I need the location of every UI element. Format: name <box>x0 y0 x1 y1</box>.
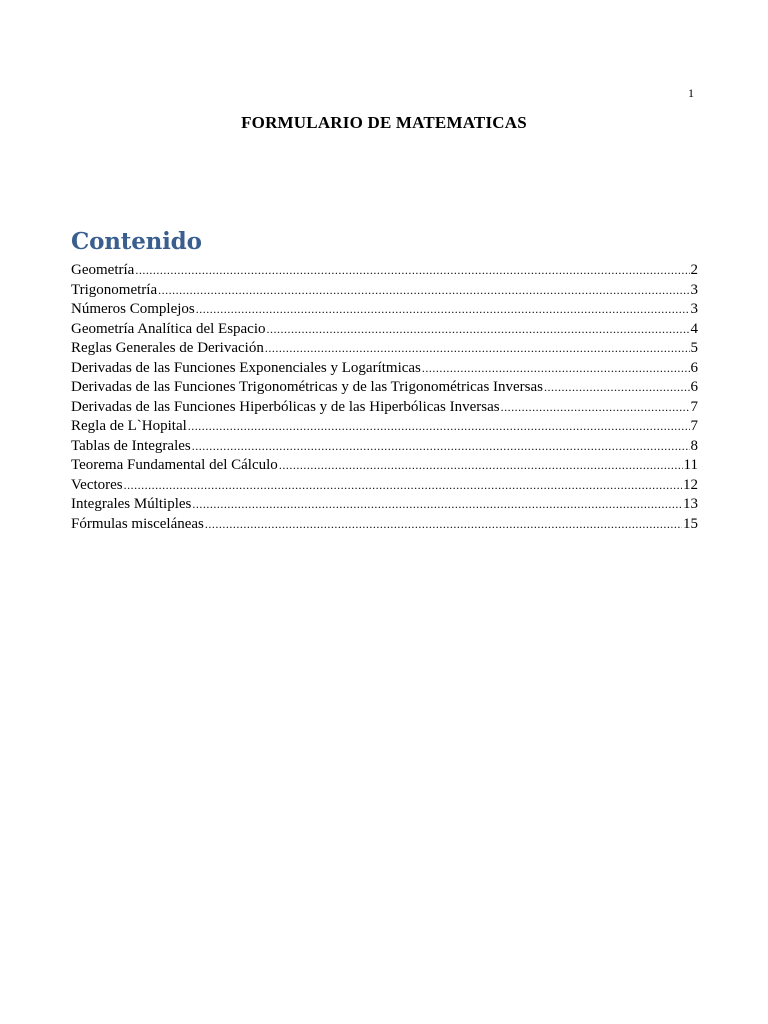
toc-dot-leader <box>279 456 683 476</box>
toc-entry-page: 7 <box>690 398 698 415</box>
table-of-contents <box>71 261 698 534</box>
toc-entry-label: Reglas Generales de Derivación <box>71 340 264 356</box>
toc-dot-leader <box>205 515 682 535</box>
toc-entry-page: 8 <box>690 437 698 454</box>
toc-dot-leader <box>265 339 690 359</box>
toc-entry-page: 6 <box>690 379 698 395</box>
document-title: FORMULARIO DE MATEMATICAS <box>241 113 527 132</box>
toc-entry[interactable] <box>71 378 698 398</box>
toc-entry[interactable] <box>71 476 698 496</box>
toc-dot-leader <box>188 417 690 437</box>
toc-entry[interactable] <box>71 515 698 535</box>
toc-entry[interactable] <box>71 437 698 457</box>
toc-entry-page: 5 <box>690 340 698 356</box>
toc-entry-label: Fórmulas misceláneas <box>71 515 204 532</box>
toc-entry-label: Geometría Analítica del Espacio <box>71 320 266 337</box>
toc-dot-leader <box>267 320 690 340</box>
toc-dot-leader <box>192 495 682 515</box>
toc-entry-label: Derivadas de las Funciones Hiperbólicas y de las Hiperbólicas Inversas <box>71 398 500 415</box>
toc-heading: Contenido <box>71 228 202 255</box>
toc-dot-leader <box>158 281 689 301</box>
toc-dot-leader <box>501 398 690 418</box>
toc-entry-page: 4 <box>690 320 698 337</box>
toc-entry-label: Teorema Fundamental del Cálculo <box>71 457 278 473</box>
toc-entry-page: 6 <box>690 359 698 376</box>
toc-entry[interactable] <box>71 339 698 359</box>
toc-entry[interactable] <box>71 300 698 320</box>
toc-entry[interactable] <box>71 261 698 281</box>
toc-entry[interactable] <box>71 281 698 301</box>
toc-entry-page: 15 <box>683 515 698 532</box>
toc-entry-page: 3 <box>690 301 698 317</box>
toc-entry-label: Vectores <box>71 476 123 493</box>
toc-entry-label: Derivadas de las Funciones Trigonométricas y de las Trigonométricas Inversas <box>71 379 544 395</box>
toc-dot-leader <box>135 261 689 281</box>
toc-entry[interactable] <box>71 359 698 379</box>
toc-entry[interactable] <box>71 398 698 418</box>
toc-entry-label: Derivadas de las Funciones Exponenciales y Logarítmicas <box>71 359 421 376</box>
toc-entry-page: 13 <box>683 496 698 512</box>
toc-entry[interactable] <box>71 456 698 476</box>
toc-entry-label: Regla de L`Hopital <box>71 418 187 434</box>
toc-dot-leader <box>196 300 690 320</box>
toc-entry[interactable] <box>71 320 698 340</box>
page-number: 1 <box>688 86 694 100</box>
toc-entry-page: 11 <box>683 457 698 473</box>
toc-entry[interactable] <box>71 495 698 515</box>
toc-dot-leader <box>124 476 682 496</box>
toc-entry-page: 3 <box>690 281 698 298</box>
toc-entry-label: Trigonometría <box>71 281 158 298</box>
toc-dot-leader <box>192 437 690 457</box>
toc-entry[interactable] <box>71 417 698 437</box>
toc-entry-label: Tablas de Integrales <box>71 437 191 454</box>
toc-entry-page: 12 <box>683 476 698 493</box>
toc-entry-label: Integrales Múltiples <box>71 496 192 512</box>
toc-entry-page: 2 <box>690 262 698 278</box>
toc-entry-page: 7 <box>690 418 698 434</box>
toc-entry-label: Geometría <box>71 262 135 278</box>
toc-entry-label: Números Complejos <box>71 301 195 317</box>
toc-dot-leader <box>422 359 690 379</box>
toc-dot-leader <box>544 378 689 398</box>
